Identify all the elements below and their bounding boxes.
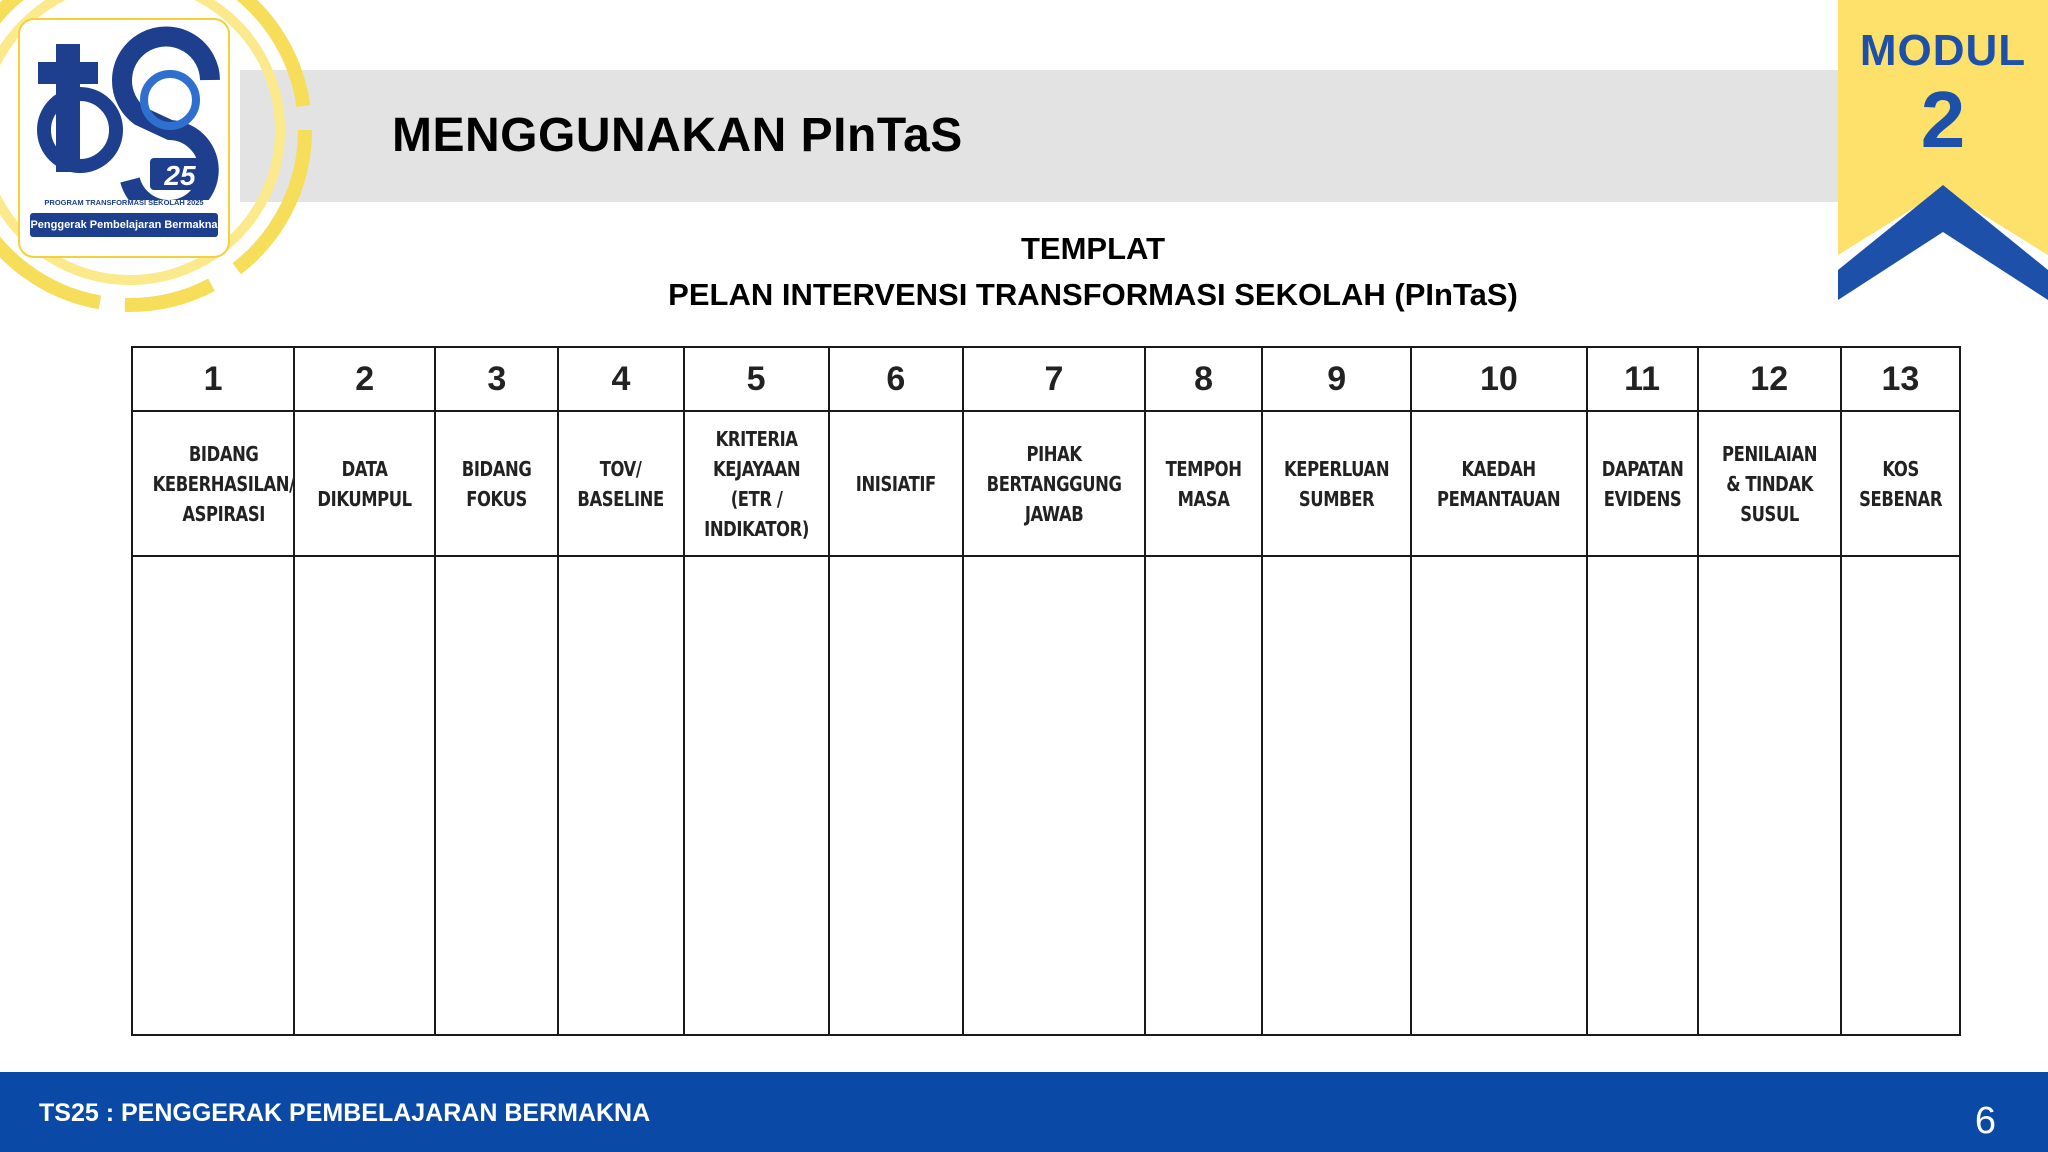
column-number: 2 <box>294 347 435 411</box>
column-header-label: INISIATIF <box>855 471 936 496</box>
column-header-row <box>132 411 1960 556</box>
table-cell[interactable] <box>963 556 1145 1035</box>
footer-text: TS25 : PENGGERAK PEMBELAJARAN BERMAKNA <box>39 1099 651 1127</box>
table-cell[interactable] <box>558 556 683 1035</box>
modul-number: 2 <box>1920 75 1966 164</box>
heading-line-1: TEMPLAT <box>1020 231 1166 266</box>
column-number: 4 <box>558 347 683 411</box>
modul-badge <box>1838 0 2048 300</box>
column-header <box>1145 411 1262 556</box>
heading-line-2: PELAN INTERVENSI TRANSFORMASI SEKOLAH (PInTaS) <box>668 277 1518 312</box>
column-header <box>1698 411 1841 556</box>
pintas-template-table <box>131 346 1961 1036</box>
column-number: 3 <box>435 347 558 411</box>
table-cell[interactable] <box>1587 556 1698 1035</box>
column-number: 9 <box>1262 347 1411 411</box>
logo-mark: 25 <box>164 160 196 191</box>
document-heading <box>500 226 1686 318</box>
modul-label: MODUL <box>1859 26 2027 75</box>
blank-entry-row <box>132 556 1960 1035</box>
page-title: MENGGUNAKAN PInTaS <box>392 109 963 162</box>
column-header <box>963 411 1145 556</box>
column-header <box>1841 411 1960 556</box>
table-cell[interactable] <box>132 556 294 1035</box>
column-header <box>435 411 558 556</box>
column-number: 8 <box>1145 347 1262 411</box>
column-header-label: KEPERLUAN SUMBER <box>1284 456 1390 511</box>
column-header <box>558 411 683 556</box>
column-number: 13 <box>1841 347 1960 411</box>
column-number: 12 <box>1698 347 1841 411</box>
column-header-label: DAPATAN EVIDENS <box>1601 456 1683 511</box>
column-header <box>294 411 435 556</box>
column-header <box>1587 411 1698 556</box>
page-number: 6 <box>1974 1100 1996 1142</box>
column-header-label: KAEDAH PEMANTAUAN <box>1437 456 1561 511</box>
column-header-label: PIHAK BERTANGGUNG JAWAB <box>986 441 1122 526</box>
logo-card <box>20 20 228 256</box>
column-header <box>1411 411 1586 556</box>
column-header <box>684 411 829 556</box>
column-number: 10 <box>1411 347 1586 411</box>
column-number: 7 <box>963 347 1145 411</box>
column-header-label: BIDANG FOKUS <box>462 456 532 511</box>
column-header <box>132 411 294 556</box>
ts25-logo <box>0 0 320 330</box>
logo-program: PROGRAM TRANSFORMASI SEKOLAH 2025 <box>44 198 204 207</box>
column-header-label: TOV/ BASELINE <box>577 456 665 511</box>
column-header-label: KOS SEBENAR <box>1858 456 1942 511</box>
table-cell[interactable] <box>1262 556 1411 1035</box>
column-header-label: DATA DIKUMPUL <box>317 456 412 511</box>
table-cell[interactable] <box>1411 556 1586 1035</box>
column-header-label: KRITERIA KEJAYAAN (ETR / INDIKATOR) <box>703 426 809 541</box>
column-header-label: BIDANG KEBERHASILAN/ ASPIRASI <box>152 441 295 526</box>
table-cell[interactable] <box>1841 556 1960 1035</box>
table-cell[interactable] <box>1145 556 1262 1035</box>
table-cell[interactable] <box>435 556 558 1035</box>
column-number: 5 <box>684 347 829 411</box>
table-cell[interactable] <box>294 556 435 1035</box>
column-number: 6 <box>829 347 963 411</box>
column-number: 1 <box>132 347 294 411</box>
column-number-row <box>132 347 1960 411</box>
table-cell[interactable] <box>829 556 963 1035</box>
column-header <box>829 411 963 556</box>
table-cell[interactable] <box>684 556 829 1035</box>
table-cell[interactable] <box>1698 556 1841 1035</box>
column-header-label: TEMPOH MASA <box>1165 456 1242 511</box>
logo-tagline: Penggerak Pembelajaran Bermakna <box>30 213 218 237</box>
column-header <box>1262 411 1411 556</box>
column-header-label: PENILAIAN & TINDAK SUSUL <box>1721 441 1817 526</box>
column-number: 11 <box>1587 347 1698 411</box>
